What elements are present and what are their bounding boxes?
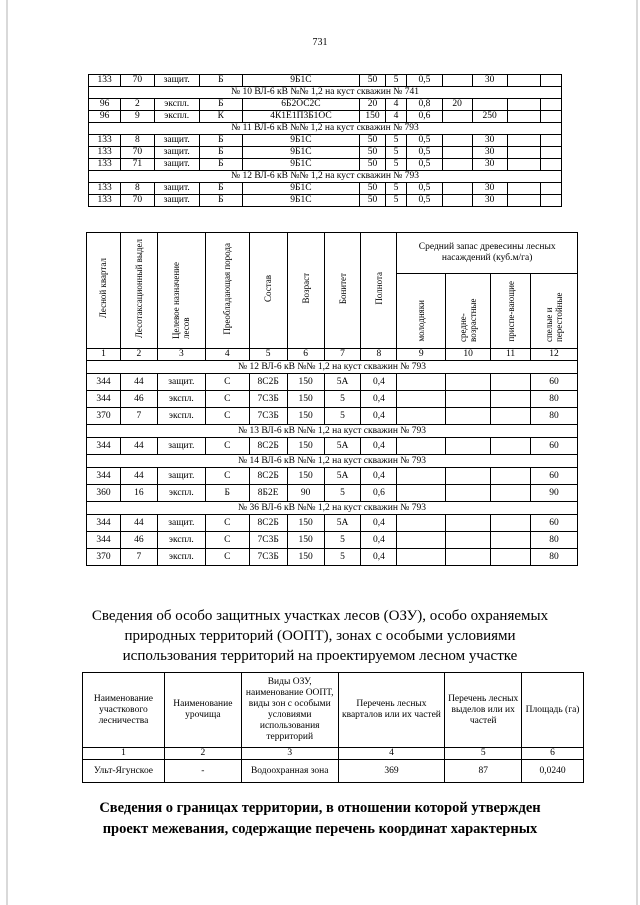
subheader-cell: спелые и перестойные (531, 274, 578, 349)
table-cell (507, 183, 541, 195)
table-cell: Б (199, 99, 242, 111)
table-cell: 80 (531, 532, 578, 549)
column-number-cell: 5 (445, 748, 522, 760)
table-cell: 5 (385, 159, 406, 171)
table-cell (446, 408, 491, 425)
table-cell: 0,4 (361, 408, 397, 425)
header-cell: Возраст (287, 233, 324, 349)
column-number-row (83, 748, 584, 760)
section-cell: № 36 ВЛ-6 кВ №№ 1,2 на куст скважин № 793 (87, 502, 578, 515)
table-cell: 5А (324, 438, 361, 455)
table-cell: 0,5 (407, 195, 443, 207)
table-cell: 5 (324, 532, 361, 549)
page-number: 731 (312, 37, 328, 48)
table-cell: 8С2Б (249, 374, 287, 391)
section-cell: № 13 ВЛ-6 кВ №№ 1,2 на куст скважин № 793 (87, 425, 578, 438)
table-cell (541, 75, 562, 87)
table-cell: 133 (89, 135, 121, 147)
table-cell (397, 438, 446, 455)
table-row (89, 159, 562, 171)
table-cell: 7 (120, 408, 157, 425)
subheader-cell: молодняки (397, 274, 446, 349)
table-row (87, 438, 578, 455)
table-cell: Б (205, 485, 249, 502)
table-cell: экспл. (157, 485, 205, 502)
table-cell: К (199, 111, 242, 123)
table-cell: 2 (121, 99, 155, 111)
column-number-cell: 12 (531, 349, 578, 361)
table-cell: 344 (87, 438, 121, 455)
table-cell: 5А (324, 515, 361, 532)
section-row (87, 502, 578, 515)
table-cell (541, 159, 562, 171)
section-row (89, 87, 562, 99)
table-cell (397, 391, 446, 408)
table-cell: 9Б1С (242, 183, 359, 195)
column-number-cell: 1 (87, 349, 121, 361)
table-cell (541, 99, 562, 111)
forest-table-main (86, 232, 578, 566)
table-cell: 70 (121, 195, 155, 207)
table-row (87, 374, 578, 391)
column-number-cell: 4 (338, 748, 445, 760)
table-cell: 50 (360, 195, 386, 207)
table-cell: 150 (360, 111, 386, 123)
table-cell: 90 (531, 485, 578, 502)
group-header-cell: Средний запас древесины лесных насаждений (куб.м/га) (397, 233, 578, 274)
section-row (87, 361, 578, 374)
header-cell: Преобладающая порода (205, 233, 249, 349)
table-cell: экспл. (157, 391, 205, 408)
header-cell: Наименование урочища (164, 673, 241, 748)
table-cell: 369 (338, 760, 445, 783)
column-number-cell: 3 (157, 349, 205, 361)
table-cell: С (205, 391, 249, 408)
bottom-title-line-1: Сведения о границах территории, в отношении которой утвержден (99, 800, 541, 816)
table-cell: 0,5 (407, 183, 443, 195)
table-cell: 5А (324, 468, 361, 485)
table-cell: экспл. (154, 111, 199, 123)
table-cell (491, 485, 531, 502)
table-cell: 133 (89, 183, 121, 195)
table-cell (397, 485, 446, 502)
table-cell: 30 (472, 147, 507, 159)
table-cell (491, 374, 531, 391)
table-cell: защит. (154, 159, 199, 171)
table-cell: Б (199, 147, 242, 159)
table-cell: 133 (89, 75, 121, 87)
table-cell: 30 (472, 183, 507, 195)
table-row (89, 195, 562, 207)
table-cell: 60 (531, 468, 578, 485)
table-cell: 6Б2ОС2С (242, 99, 359, 111)
table-cell: 9 (121, 111, 155, 123)
table-cell: 30 (472, 195, 507, 207)
table-cell: защит. (154, 183, 199, 195)
table-cell: 44 (120, 468, 157, 485)
table-cell: 30 (472, 75, 507, 87)
table-cell: защит. (154, 135, 199, 147)
table-cell: защит. (157, 438, 205, 455)
table-cell (541, 135, 562, 147)
table-cell: Б (199, 183, 242, 195)
table-row (87, 391, 578, 408)
table-cell: Водоохранная зона (241, 760, 338, 783)
table-cell: 344 (87, 468, 121, 485)
table-cell: 344 (87, 532, 121, 549)
table-cell: 0,4 (361, 468, 397, 485)
table-cell (507, 99, 541, 111)
table-cell (541, 183, 562, 195)
section-cell: № 12 ВЛ-6 кВ №№ 1,2 на куст скважин № 793 (89, 171, 562, 183)
table-cell: защит. (157, 374, 205, 391)
table-cell: защит. (154, 75, 199, 87)
table-cell: 4 (385, 111, 406, 123)
column-number-cell: 8 (361, 349, 397, 361)
table-cell: 7 (120, 549, 157, 566)
table-cell: 5 (324, 485, 361, 502)
table-cell (442, 195, 472, 207)
table-cell: 150 (287, 374, 324, 391)
table-cell: 96 (89, 111, 121, 123)
table-cell: 0,4 (361, 438, 397, 455)
table-cell: 30 (472, 159, 507, 171)
table-cell: 0,6 (407, 111, 443, 123)
table-cell: 0,5 (407, 159, 443, 171)
table-cell: 50 (360, 135, 386, 147)
table-cell (446, 391, 491, 408)
table-cell: 150 (287, 408, 324, 425)
header-cell: Наименование участкового лесничества (83, 673, 165, 748)
table-cell: 5 (324, 549, 361, 566)
table-cell: 4 (385, 99, 406, 111)
table-cell: 8 (121, 135, 155, 147)
table-cell: защит. (157, 468, 205, 485)
section-cell: № 12 ВЛ-6 кВ №№ 1,2 на куст скважин № 793 (87, 361, 578, 374)
section-cell: № 11 ВЛ-6 кВ №№ 1,2 на куст скважин № 793 (89, 123, 562, 135)
table-cell: Б (199, 159, 242, 171)
table-cell (507, 159, 541, 171)
table-cell: С (205, 438, 249, 455)
section-row (89, 123, 562, 135)
table-cell: 50 (360, 75, 386, 87)
header-cell: Перечень лесных выделов или их частей (445, 673, 522, 748)
table-cell (491, 408, 531, 425)
table-cell: 8С2Б (249, 468, 287, 485)
table-cell: 5 (385, 147, 406, 159)
table-cell (491, 515, 531, 532)
table-cell: 20 (442, 99, 472, 111)
table-cell: защит. (154, 195, 199, 207)
table-cell: 344 (87, 515, 121, 532)
table-cell: экспл. (157, 549, 205, 566)
column-number-cell: 2 (120, 349, 157, 361)
table-cell: 133 (89, 159, 121, 171)
table-cell (446, 485, 491, 502)
header-cell: Состав (249, 233, 287, 349)
table-cell: С (205, 468, 249, 485)
table-cell (507, 75, 541, 87)
table-cell: 71 (121, 159, 155, 171)
table-row (87, 549, 578, 566)
scan-edge-left (6, 0, 8, 905)
table-cell: 0,4 (361, 532, 397, 549)
table-cell: 80 (531, 391, 578, 408)
table-cell: 370 (87, 408, 121, 425)
table-cell: 133 (89, 195, 121, 207)
table-cell: - (164, 760, 241, 783)
table-cell: 20 (360, 99, 386, 111)
section-cell: № 10 ВЛ-6 кВ №№ 1,2 на куст скважин № 741 (89, 87, 562, 99)
table-cell: 96 (89, 99, 121, 111)
table-cell: 44 (120, 438, 157, 455)
table-cell: 150 (287, 468, 324, 485)
table-cell (507, 195, 541, 207)
header-cell: Виды ОЗУ, наименование ООПТ, виды зон с особыми условиями использования территорий (241, 673, 338, 748)
header-cell: Лесотаксационный выдел (120, 233, 157, 349)
table-cell (446, 549, 491, 566)
column-number-cell: 4 (205, 349, 249, 361)
table-cell: 5 (385, 135, 406, 147)
table-cell: 0,8 (407, 99, 443, 111)
table-header-row (83, 673, 584, 748)
table-cell: 46 (120, 391, 157, 408)
table-cell (446, 468, 491, 485)
table-cell: Б (199, 75, 242, 87)
header-cell: Полнота (361, 233, 397, 349)
table-cell: 0,4 (361, 391, 397, 408)
table-cell: 50 (360, 147, 386, 159)
table-cell: 0,6 (361, 485, 397, 502)
table-cell: 5 (324, 408, 361, 425)
table-cell (397, 549, 446, 566)
table-cell: 7С3Б (249, 549, 287, 566)
table-cell: 5 (385, 75, 406, 87)
table-cell: 50 (360, 183, 386, 195)
table-row (89, 99, 562, 111)
table-cell: 50 (360, 159, 386, 171)
table-cell: 133 (89, 147, 121, 159)
section-row (89, 171, 562, 183)
table-cell (491, 468, 531, 485)
table-cell: 344 (87, 391, 121, 408)
table-cell: 360 (87, 485, 121, 502)
table-cell: 9Б1С (242, 195, 359, 207)
section-title-line-3: использования территорий на проектируемом лесном участке (122, 648, 518, 664)
table-cell (491, 532, 531, 549)
table-cell: 7С3Б (249, 408, 287, 425)
table-cell (397, 468, 446, 485)
table-row (89, 111, 562, 123)
table-cell (472, 99, 507, 111)
table-cell: 150 (287, 515, 324, 532)
oopt-table (82, 672, 584, 783)
table-cell (397, 515, 446, 532)
table-cell: 44 (120, 374, 157, 391)
table-cell: 30 (472, 135, 507, 147)
table-cell (446, 438, 491, 455)
table-cell (442, 135, 472, 147)
table-cell: 0,5 (407, 147, 443, 159)
table-cell: защит. (157, 515, 205, 532)
table-cell: защит. (154, 147, 199, 159)
table-cell (446, 532, 491, 549)
table-cell (541, 147, 562, 159)
table-cell: 9Б1С (242, 75, 359, 87)
table-cell: С (205, 408, 249, 425)
table-cell (507, 135, 541, 147)
column-number-cell: 3 (241, 748, 338, 760)
table-cell: 8С2Б (249, 515, 287, 532)
header-cell: Перечень лесных кварталов или их частей (338, 673, 445, 748)
table-row (87, 532, 578, 549)
subheader-cell: приспе-вающие (491, 274, 531, 349)
table-cell (491, 438, 531, 455)
table-cell: 9Б1С (242, 159, 359, 171)
table-cell: 9Б1С (242, 147, 359, 159)
header-cell: Площадь (га) (522, 673, 584, 748)
section-title-line-1: Сведения об особо защитных участках лесов (ОЗУ), особо охраняемых (91, 608, 549, 624)
column-number-cell: 1 (83, 748, 165, 760)
table-cell: 8Б2Е (249, 485, 287, 502)
table-row (87, 468, 578, 485)
column-number-cell: 9 (397, 349, 446, 361)
table-cell: 0,4 (361, 549, 397, 566)
table-cell: 8С2Б (249, 438, 287, 455)
table-header-row (87, 233, 578, 274)
table-cell: С (205, 374, 249, 391)
table-row (83, 760, 584, 783)
section-title-line-2: природных территорий (ООПТ), зонах с особыми условиями (124, 628, 516, 644)
table-cell: 0,4 (361, 515, 397, 532)
table-row (89, 147, 562, 159)
table-cell (446, 374, 491, 391)
table-cell: Б (199, 135, 242, 147)
table-cell: 0,5 (407, 135, 443, 147)
header-cell: Лесной квартал (87, 233, 121, 349)
table-cell: 5 (324, 391, 361, 408)
table-cell (442, 147, 472, 159)
table-cell (442, 183, 472, 195)
table-cell (446, 515, 491, 532)
section-row (87, 455, 578, 468)
table-cell: 80 (531, 408, 578, 425)
scan-edge-right (636, 0, 638, 905)
table-cell: 9Б1С (242, 135, 359, 147)
header-cell: Целевое назначение лесов (157, 233, 205, 349)
column-number-cell: 6 (287, 349, 324, 361)
table-cell: 87 (445, 760, 522, 783)
table-cell: 0,5 (407, 75, 443, 87)
table-cell: 250 (472, 111, 507, 123)
bottom-title-line-2: проект межевания, содержащие перечень координат характерных (102, 821, 538, 837)
table-cell (541, 111, 562, 123)
table-cell: 60 (531, 374, 578, 391)
section-cell: № 14 ВЛ-6 кВ №№ 1,2 на куст скважин № 793 (87, 455, 578, 468)
table-row (87, 515, 578, 532)
table-cell: экспл. (157, 532, 205, 549)
table-cell: 5 (385, 195, 406, 207)
table-cell: 70 (121, 147, 155, 159)
table-cell: 5А (324, 374, 361, 391)
column-number-cell: 6 (522, 748, 584, 760)
column-number-row (87, 349, 578, 361)
table-cell: 150 (287, 532, 324, 549)
table-cell: 0,0240 (522, 760, 584, 783)
table-cell (491, 549, 531, 566)
table-cell (507, 111, 541, 123)
table-cell: Ульт-Ягунское (83, 760, 165, 783)
table-cell (397, 408, 446, 425)
table-cell: 46 (120, 532, 157, 549)
table-cell: 60 (531, 438, 578, 455)
column-number-cell: 2 (164, 748, 241, 760)
section-row (87, 425, 578, 438)
table-cell: Б (199, 195, 242, 207)
table-row (87, 408, 578, 425)
table-cell: 90 (287, 485, 324, 502)
header-cell: Бонитет (324, 233, 361, 349)
table-cell: 8 (121, 183, 155, 195)
column-number-cell: 11 (491, 349, 531, 361)
table-cell: 150 (287, 438, 324, 455)
table-row (87, 485, 578, 502)
column-number-cell: 5 (249, 349, 287, 361)
table-cell: 60 (531, 515, 578, 532)
table-cell: 7С3Б (249, 532, 287, 549)
table-cell: 70 (121, 75, 155, 87)
subheader-cell: средне-возрастные (446, 274, 491, 349)
table-cell: экспл. (157, 408, 205, 425)
table-cell: 44 (120, 515, 157, 532)
table-cell (442, 75, 472, 87)
table-cell (442, 111, 472, 123)
table-cell: С (205, 532, 249, 549)
table-cell: 7С3Б (249, 391, 287, 408)
table-cell: 150 (287, 391, 324, 408)
table-cell (541, 195, 562, 207)
table-row (89, 75, 562, 87)
table-cell: 344 (87, 374, 121, 391)
table-cell: 4К1Е1П3Б1ОС (242, 111, 359, 123)
table-cell: 5 (385, 183, 406, 195)
table-cell: С (205, 515, 249, 532)
table-row (89, 135, 562, 147)
table-cell: С (205, 549, 249, 566)
table-cell: экспл. (154, 99, 199, 111)
column-number-cell: 10 (446, 349, 491, 361)
table-cell: 16 (120, 485, 157, 502)
table-cell (507, 147, 541, 159)
table-cell: 370 (87, 549, 121, 566)
table-cell: 150 (287, 549, 324, 566)
forest-table-continuation (88, 74, 562, 207)
table-cell (442, 159, 472, 171)
table-cell: 0,4 (361, 374, 397, 391)
table-row (89, 183, 562, 195)
table-cell (397, 532, 446, 549)
table-cell (491, 391, 531, 408)
column-number-cell: 7 (324, 349, 361, 361)
table-cell: 80 (531, 549, 578, 566)
table-cell (397, 374, 446, 391)
